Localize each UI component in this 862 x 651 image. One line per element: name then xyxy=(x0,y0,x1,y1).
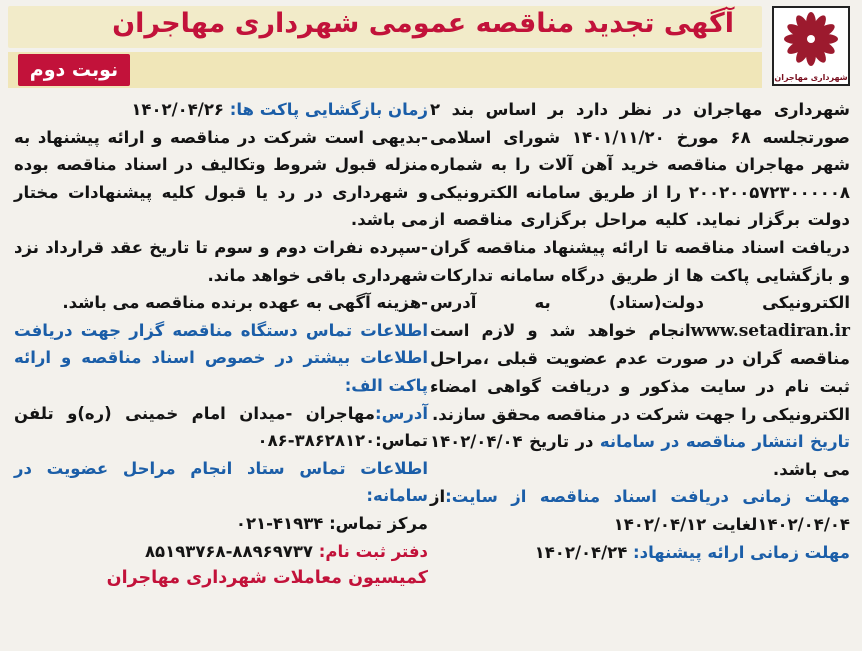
docs-dates: از ۱۴۰۲/۰۴/۰۴لغایت ۱۴۰۲/۰۴/۱۲ xyxy=(430,487,850,534)
offer-date: ۱۴۰۲/۰۴/۲۴ xyxy=(534,542,634,562)
registration-office-line xyxy=(14,538,428,566)
logo-caption: شهرداری مهاجران xyxy=(774,73,848,82)
opening-label: زمان بازگشایی پاکت ها: xyxy=(229,100,428,119)
offer-label: مهلت زمانی ارائه پیشنهاد: xyxy=(633,542,850,562)
publish-date: در تاریخ ۱۴۰۲/۰۴/۰۴ می باشد. xyxy=(430,432,850,479)
notice-title: آگهی تجدید مناقصه عمومی شهرداری مهاجران xyxy=(112,8,734,39)
main-text-column xyxy=(430,96,850,566)
address-label: آدرس: xyxy=(375,403,428,423)
address-text: مهاجران -میدان امام خمینی (ره)و تلفن تماس:۳۸۶۲۸۱۲۰-۰۸۶ xyxy=(14,403,428,451)
intro-text: شهرداری مهاجران در نظر دارد بر اساس بند ۲ صورتجلسه ۶۸ مورخ ۱۴۰۱/۱۱/۲۰ شورای اسلامی شهر مهاجران مناقصه خرید آهن آلات را به شماره ۲۰۰۲۰۰۵۷۲۳۰۰۰۰۰۸ را از طریق سامانه الکترونیکی دولت برگزار نماید. کلیه مراحل برگزاری مناقصه از دریافت اسناد مناقصه تا ارائه پیشنهاد مناقصه گران و بازگشایی پاکت ها از طریق درگاه سامانه تدارکات الکترونیکی دولت(ستاد) به آدرس xyxy=(430,100,850,313)
intro-paragraph xyxy=(430,96,850,428)
docs-deadline-line xyxy=(430,483,850,538)
intro-continuation: انجام خواهد شد و لازم است مناقصه گران در صورت عدم عضویت قبلی ،مراحل ثبت نام در سایت مذکور و دریافت گواهی امضاء الکترونیکی را جهت شرکت در مناقصه محقق سازند. xyxy=(430,320,850,424)
note-deposit: -سپرده نفرات دوم و سوم تا تاریخ عقد قرارداد نزد شهرداری باقی خواهد ماند. xyxy=(14,237,428,285)
publish-label: تاریخ انتشار مناقصه در سامانه xyxy=(599,432,850,452)
setad-contact-heading: اطلاعات تماس ستاد انجام مراحل عضویت در سامانه: xyxy=(14,458,428,506)
offer-deadline-line xyxy=(430,539,850,567)
call-center-line: مرکز تماس: ۴۱۹۳۴-۰۲۱ xyxy=(235,513,428,533)
opening-line xyxy=(14,96,428,124)
opening-date: ۱۴۰۲/۰۴/۲۶ xyxy=(131,100,230,119)
details-column xyxy=(14,96,428,593)
contact-heading: اطلاعات تماس دستگاه مناقصه گزار جهت دریافت اطلاعات بیشتر در خصوص اسناد مناقصه و ارائه پاکت الف: xyxy=(14,320,428,395)
flower-emblem-icon xyxy=(774,8,848,70)
round-band xyxy=(8,52,762,88)
address-line xyxy=(14,400,428,455)
publish-date-line xyxy=(430,428,850,483)
commission-signature: کمیسیون معاملات شهرداری مهاجران xyxy=(106,568,428,589)
setad-website: www.setadiran.ir xyxy=(690,320,850,341)
docs-label: مهلت زمانی دریافت اسناد مناقصه از سایت: xyxy=(445,487,850,507)
notice-header xyxy=(8,4,854,90)
municipality-logo xyxy=(772,6,850,86)
office-label: دفتر ثبت نام: xyxy=(318,541,428,561)
note-ad-cost: -هزینه آگهی به عهده برنده مناقصه می باشد. xyxy=(62,293,428,313)
title-bar xyxy=(8,6,762,48)
round-badge: نوبت دوم xyxy=(18,54,130,86)
note-acceptance: -بدیهی است شرکت در مناقصه و ارائه پیشنهاد به منزله قبول شروط وتکالیف در اسناد مناقصه بوده و شهرداری در رد یا قبول کلیه پیشنهادات مختار می باشد. xyxy=(14,127,428,230)
office-phones: ۸۸۹۶۹۷۳۷-۸۵۱۹۳۷۶۸ xyxy=(144,541,319,561)
